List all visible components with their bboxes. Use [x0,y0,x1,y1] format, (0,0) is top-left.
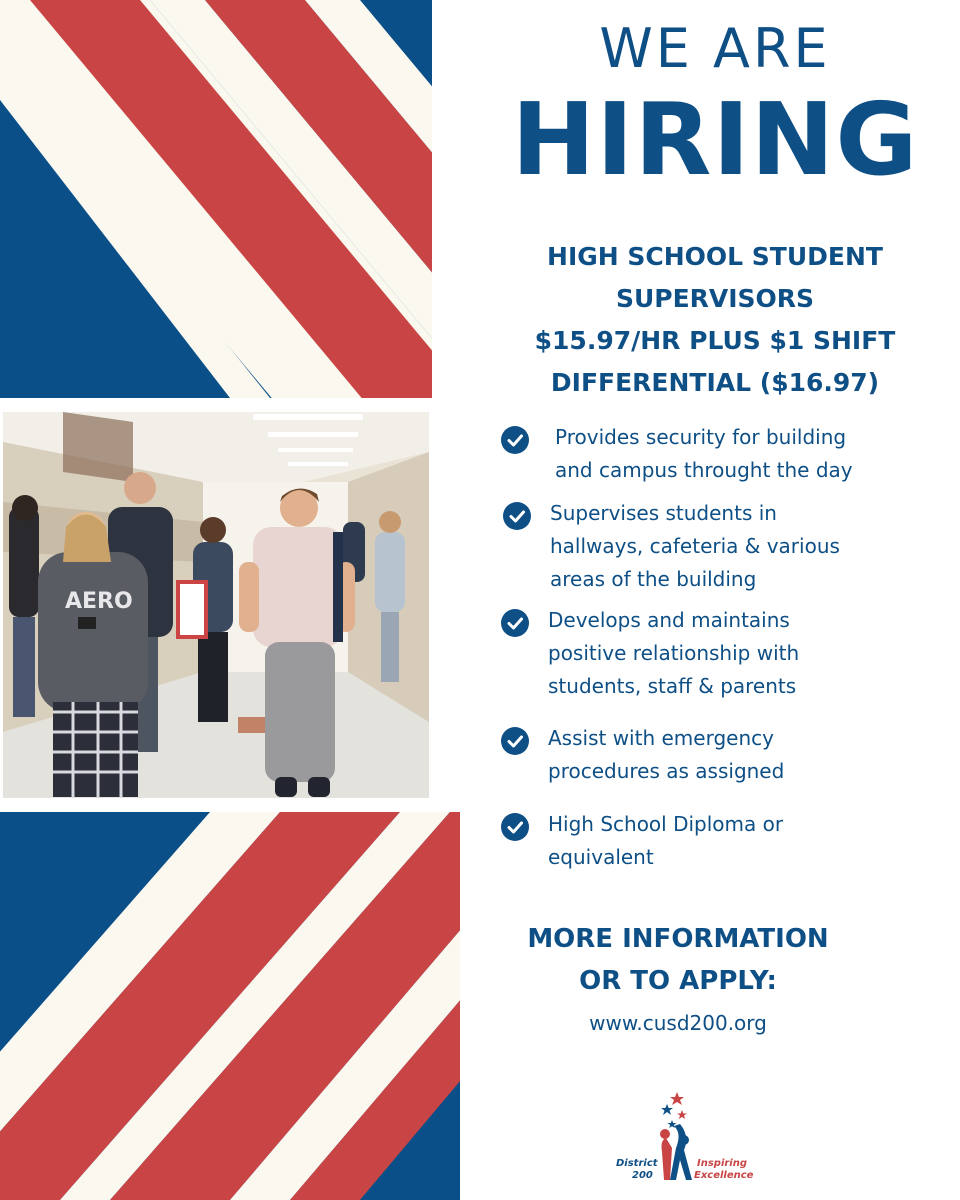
bottom-stripe-panel [0,812,520,1200]
duty-line: and campus throught the day [555,458,853,482]
check-circle-icon [503,502,531,530]
position-title [470,236,960,404]
duty-item [501,813,783,874]
duty-item [501,426,853,487]
more-info-heading [470,918,886,1002]
duty-item [501,609,799,703]
duty-text [550,497,840,596]
check-circle-icon [501,813,529,841]
check-circle-icon [501,609,529,637]
duty-line: procedures as assigned [548,759,785,783]
duty-text [555,421,853,487]
duty-line: hallways, cafeteria & various [550,534,840,558]
duty-line: areas of the building [550,567,757,591]
duty-line: positive relationship with [548,641,800,665]
logo-district-text: District [616,1158,658,1169]
duty-line: equivalent [548,845,654,869]
position-line: HIGH SCHOOL STUDENT [547,242,883,271]
duty-item [501,727,784,788]
logo-tagline-1: Inspiring [697,1158,748,1169]
duty-line: High School Diploma or [548,812,784,836]
check-circle-icon [501,727,529,755]
position-line: SUPERVISORS [615,284,815,313]
heading-we-are: WE ARE [599,17,831,80]
duty-line: Provides security for building [555,425,847,449]
shirt-text: AERO [65,589,133,614]
more-info-line: OR TO APPLY: [579,966,777,996]
position-line: $15.97/HR PLUS $1 SHIFT [534,326,896,355]
duty-line: Supervises students in [550,501,777,525]
duty-text [548,808,783,874]
hallway-photo [3,412,429,798]
position-line: DIFFERENTIAL ($16.97) [550,368,880,397]
duty-item [503,502,840,596]
duty-text [548,722,784,788]
duty-line: Develops and maintains [548,608,790,632]
duty-line: Assist with emergency [548,726,774,750]
apply-link[interactable]: www.cusd200.org [589,1011,767,1035]
logo-tagline-2: Excellence [694,1170,754,1181]
duty-line: students, staff & parents [548,674,797,698]
more-info-line: MORE INFORMATION [527,924,829,954]
district-200-logo [602,1088,754,1196]
heading-hiring: HIRING [511,81,919,198]
logo-200-text: 200 [632,1170,653,1181]
duty-text [548,604,799,703]
check-circle-icon [501,426,529,454]
